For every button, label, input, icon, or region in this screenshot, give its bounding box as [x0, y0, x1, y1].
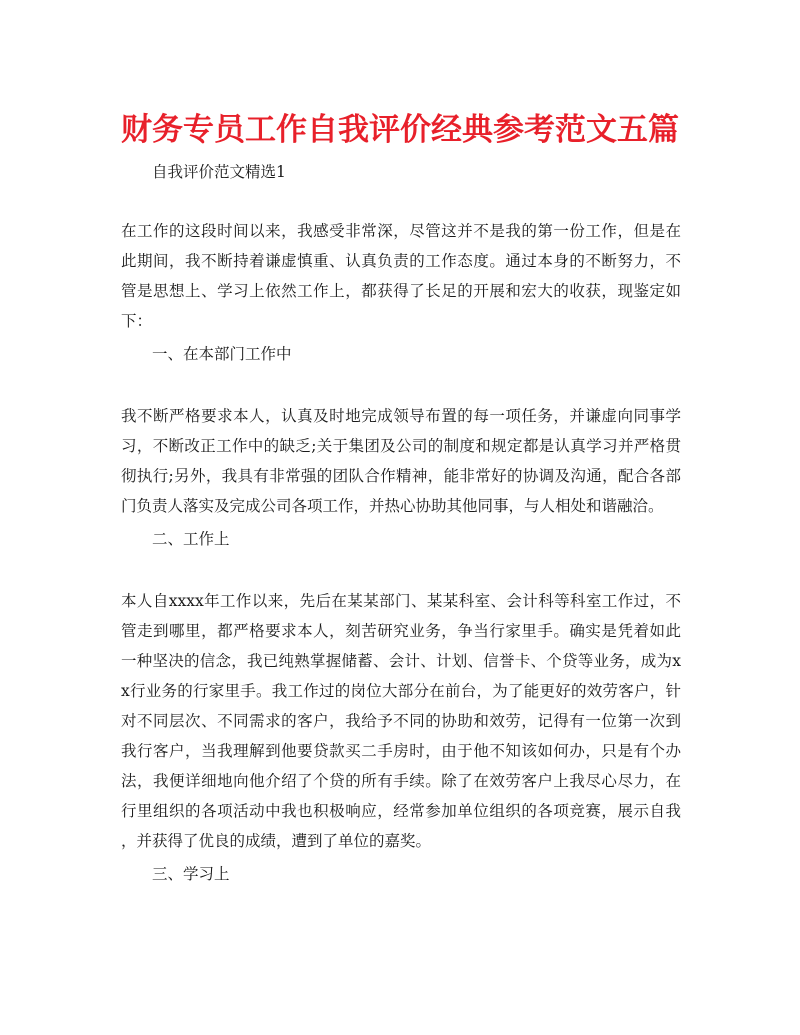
- paragraph-line: 此期间，我不断持着谦虚慎重、认真负责的工作态度。通过本身的不断努力，不: [121, 252, 681, 270]
- paragraph-line: 一种坚决的信念，我已纯熟掌握储蓄、会计、计划、信誉卡、个贷等业务，成为x: [121, 652, 681, 670]
- paragraph-line: 对不同层次、不同需求的客户，我给予不同的协助和效劳，记得有一位第一次到: [121, 712, 681, 730]
- paragraph-2: [121, 401, 681, 521]
- section-heading-2: 二、工作上: [152, 530, 230, 548]
- paragraph-1: [121, 216, 681, 336]
- paragraph-line: 在工作的这段时间以来，我感受非常深，尽管这并不是我的第一份工作，但是在: [121, 222, 681, 240]
- paragraph-3: [121, 586, 681, 856]
- document-title: 财务专员工作自我评价经典参考范文五篇: [121, 112, 679, 148]
- paragraph-line: x行业务的行家里手。我工作过的岗位大部分在前台，为了能更好的效劳客户，针: [121, 682, 681, 700]
- section-heading-3: 三、学习上: [152, 865, 230, 883]
- paragraph-line: 管是思想上、学习上依然工作上，都获得了长足的开展和宏大的收获，现鉴定如: [121, 282, 681, 300]
- paragraph-line: 下：: [121, 312, 153, 330]
- paragraph-line: 门负责人落实及完成公司各项工作，并热心协助其他同事，与人相处和谐融洽。: [121, 497, 664, 515]
- subtitle: 自我评价范文精选1: [152, 163, 286, 181]
- paragraph-line: 法，我便详细地向他介绍了个贷的所有手续。除了在效劳客户上我尽心尽力，在: [121, 772, 681, 790]
- paragraph-line: 行里组织的各项活动中我也积极响应，经常参加单位组织的各项竞赛，展示自我: [121, 802, 681, 820]
- paragraph-line: 我行客户，当我理解到他要贷款买二手房时，由于他不知该如何办，只是有个办: [121, 742, 681, 760]
- paragraph-line: 我不断严格要求本人，认真及时地完成领导布置的每一项任务，并谦虚向同事学: [121, 407, 681, 425]
- paragraph-line: 彻执行;另外，我具有非常强的团队合作精神，能非常好的协调及沟通，配合各部: [121, 467, 681, 485]
- paragraph-line: 本人自xxxx年工作以来，先后在某某部门、某某科室、会计科等科室工作过，不: [121, 592, 681, 610]
- paragraph-line: ，并获得了优良的成绩，遭到了单位的嘉奖。: [121, 832, 432, 850]
- section-heading-1: 一、在本部门工作中: [152, 345, 292, 363]
- paragraph-line: 习，不断改正工作中的缺乏;关于集团及公司的制度和规定都是认真学习并严格贯: [121, 437, 681, 455]
- paragraph-line: 管走到哪里，都严格要求本人，刻苦研究业务，争当行家里手。确实是凭着如此: [121, 622, 681, 640]
